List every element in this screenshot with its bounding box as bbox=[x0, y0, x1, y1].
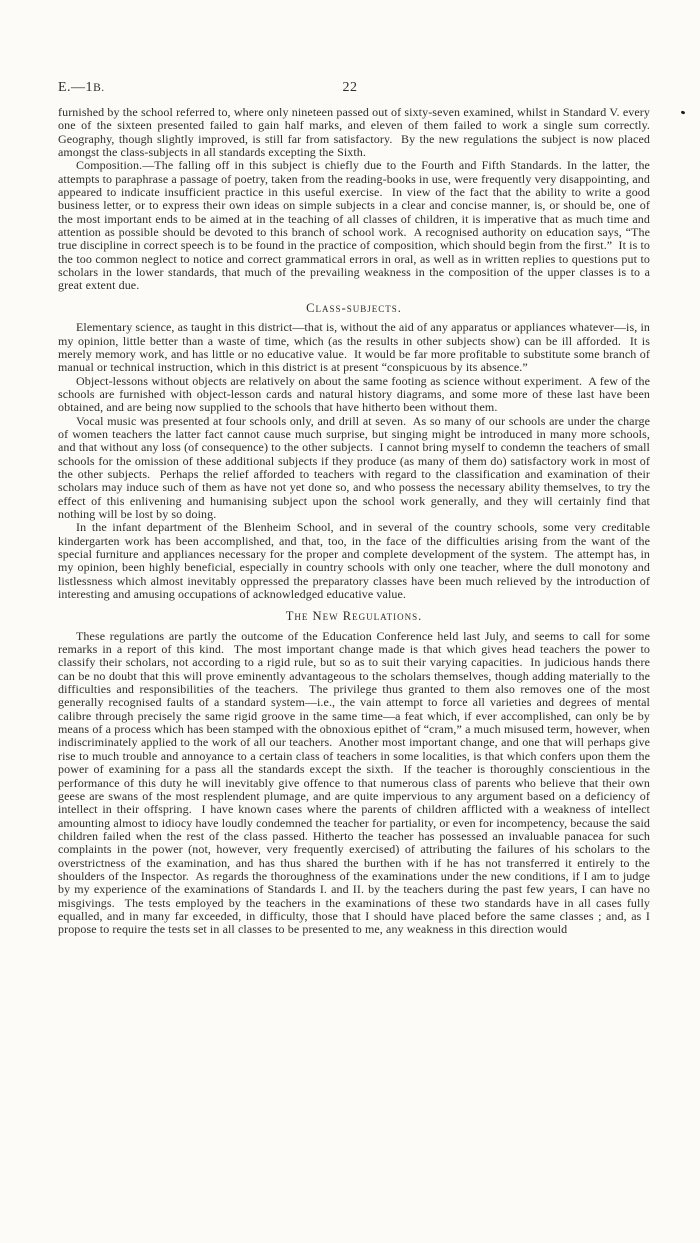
ink-speck bbox=[681, 110, 686, 114]
paragraph-elementary-science: Elementary science, as taught in this district—that is, without the aid of any apparatus or appliances whatever—is, in my opinion, little better than a waste of time, which (as the results in other subjects show) can be ill afforded. It is merely memory work, and has little or no educative value. It would be far more profitable to substitute some branch of manual or technical instruction, which in this district is at present “conspicuous by its absence.” bbox=[58, 320, 654, 375]
paragraph-kindergarten: In the infant department of the Blenheim School, and in several of the country schools, some very creditable kindergarten work has been accomplished, and that, too, in the face of the difficulties arising from the want of the special furniture and appliances necessary for the proper and complete development of the system. The attempt has, in my opinion, been highly beneficial, especially in country schools with only one teacher, where the dull monotony and listlessness which almost inevitably oppressed the preparatory classes have been much relieved by the introduction of interesting and amusing occupations of acknowledged educative value. bbox=[58, 520, 654, 602]
heading-new-regulations: The New Regulations. bbox=[285, 609, 423, 624]
paragraph-vocal-music: Vocal music was presented at four schools only, and drill at seven. As so many of our schools are under the charge of women teachers the latter fact cannot cause much surprise, but singing might be introduced in many more schools, and that without any loss (of consequence) to the other subjects. I cannot bring myself to condemn the teachers of small schools for the omission of these additional subjects if they produce (as many of them do) satisfactory work in most of the other subjects. Perhaps the relief afforded to teachers with regard to the classification and examination of their scholars may induce such of them as have not yet done so, and who possess the necessary ability themselves, to try the effect of this enlivening and humanising subject upon the school work generally, and they will certainly find that nothing will be lost by so doing. bbox=[58, 413, 654, 521]
paragraph-composition: Composition.—The falling off in this subject is chiefly due to the Fourth and Fifth Standards. In the latter, the attempts to paraphrase a passage of poetry, taken from the reading-books in use, were frequently very disappointing, and appeared to indicate insufficient practice in this useful exercise. In view of the fact that the ability to write a good business letter, or to express their own ideas on simple subjects in a clear and concise manner, is, or should be, one of the most important ends to be aimed at in the teaching of all classes of children, it is imperative that as much time and attention as possible should be devoted to this branch of school work. A recognised authority on education says, “The true discipline in correct speech is to be found in the practice of composition, which should begin from the first.” It is to the too common neglect to notice and correct grammatical errors in oral, as well as in written replies to questions put to scholars in the lower standards, that much of the prevailing weakness in the composition of the upper classes is to a great extent due. bbox=[58, 158, 654, 293]
heading-class-subjects: Class-subjects. bbox=[306, 300, 402, 315]
page-body bbox=[58, 105, 657, 937]
paragraph-object-lessons: Object-lessons without objects are relatively on about the same footing as science without experiment. A few of the schools are furnished with object-lesson cards and natural history diagrams, and some more of these last have been obtained, and are being now supplied to the schools that have hitherto been without them. bbox=[58, 373, 654, 415]
paragraph-new-regulations: These regulations are partly the outcome of the Education Conference held last July, and seems to call for some remarks in a report of this kind. The most important change made is that which gives head teachers the power to classify their scholars, not according to a rigid rule, but so as to suit their varying capacities. In judicious hands there can be no doubt that this will prove eminently advantageous to the scholars themselves, though adding materially to the difficulties and responsibilities of the teachers. The privilege thus granted to them also removes one of the most generally recognised faults of a standard system—i.e., the vain attempt to force all varieties and degrees of mental calibre through precisely the same rigid groove in the same time—a feat which, if ever accomplished, can only be by means of a process which has been stamped with the obnoxious epithet of “cram,” a much misused term, however, when indiscriminately applied to the work of all our teachers. Another most important change, and one that will perhaps give rise to much trouble and annoyance to a certain class of teachers in some localities, is that which confers upon them the power of examining for a pass all the standards except the sixth. If the teacher is thoroughly conscientious in the performance of this duty he will inevitably give offence to that numerous class of parents who believe that their own geese are swans of the most resplendent plumage, and are quite impervious to any argument based on a deficiency of intellect in their offspring. I have known cases where the parents of children afflicted with a weakness of intellect amounting almost to idiocy have loudly condemned the teacher for partiality, or even for incompetency, because the said children failed when the rest of the class passed. Hitherto the teacher has possessed an invaluable panacea for such complaints in the power (not, however, very frequently exercised) of attributing the failures of his scholars to the overstrictness of the examination, and has thus shared the burthen with if he has not transferred it entirely to the shoulders of the Inspector. As regards the thoroughness of the examinations under the new conditions, if I am to judge by my experience of the examinations of Standards I. and II. by the teachers during the past few years, I can have no misgivings. The tests employed by the teachers in the examinations of these two standards have in all cases fully equalled, and in many far exceeded, in difficulty, those that I should have placed before the same classes ; and, as I propose to require the tests set in all classes to be presented to me, any weakness in this direction would bbox=[58, 628, 654, 937]
page-number: 22 bbox=[342, 80, 358, 95]
report-code-suffix: B. bbox=[93, 82, 105, 94]
page-header bbox=[58, 80, 650, 98]
paragraph-examination-results-continuation: furnished by the school referred to, where only nineteen passed out of sixty-seven examined, whilst in Standard V. every one of the sixteen presented failed to gain half marks, and eleven of them failed to work a single sum correctly. Geography, though slightly improved, is still far from satisfactory. By the new regulations the subject is now placed amongst the class-subjects in all standards excepting the Sixth. bbox=[58, 105, 657, 160]
report-code-prefix: E.—1 bbox=[58, 80, 94, 95]
report-code bbox=[58, 80, 105, 96]
